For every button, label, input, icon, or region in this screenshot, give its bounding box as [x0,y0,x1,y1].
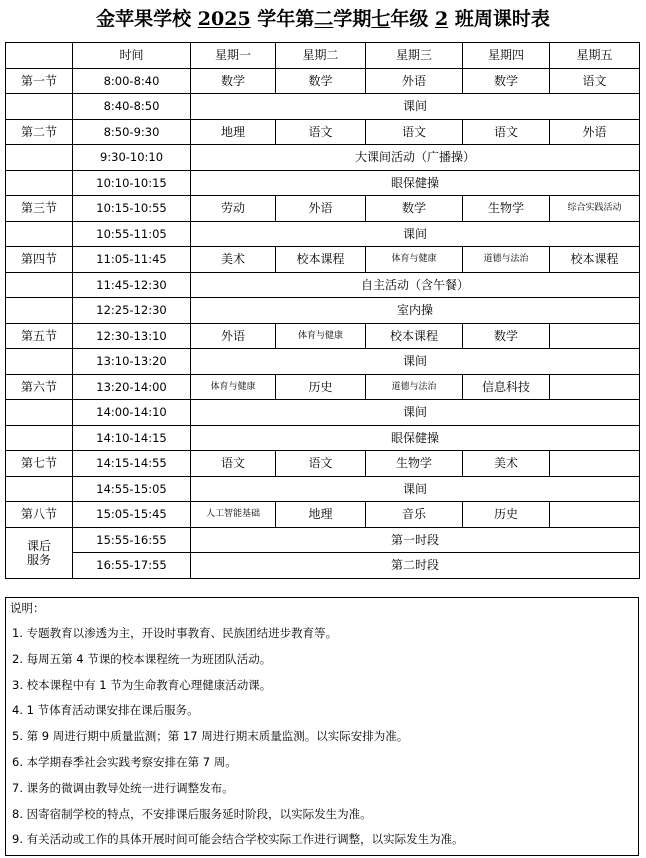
table-row [6,425,640,451]
course-cell: 数学 [276,68,366,94]
course-cell: 历史 [463,502,550,528]
time-cell: 16:55-17:55 [73,553,191,579]
note-item: 5. 第 9 周进行期中质量监测；第 17 周进行期末质量监测。以实际安排为准。 [12,729,409,744]
time-cell: 11:45-12:30 [73,272,191,298]
time-cell: 10:55-11:05 [73,221,191,247]
notes-box [5,597,639,856]
period-cell: 第二节 [6,119,73,145]
course-cell: 语文 [463,119,550,145]
course-cell: 历史 [276,374,366,400]
title-class: 2 [434,8,449,30]
table-row [6,527,640,553]
time-cell: 10:15-10:55 [73,196,191,222]
note-item: 9. 有关活动或工作的具体开展时间可能会结合学校实际工作进行调整，以实际发生为准。 [12,832,464,847]
note-item: 7. 课务的微调由教导处统一进行调整发布。 [12,780,234,795]
header-friday: 星期五 [550,43,640,69]
course-cell: 道德与法治 [463,247,550,273]
title-year: 2025 [197,8,251,30]
table-row [6,145,640,171]
period-cell [6,298,73,324]
period-cell [6,425,73,451]
table-row [6,94,640,120]
period-cell: 第一节 [6,68,73,94]
activity-cell: 眼保健操 [191,170,640,196]
timetable-body [6,68,640,578]
course-cell: 语文 [366,119,463,145]
after-school-line: 服务 [26,552,51,567]
note-item: 2. 每周五第 4 节课的校本课程统一为班团队活动。 [12,651,272,666]
course-cell: 道德与法治 [366,374,463,400]
table-row [6,272,640,298]
after-school-line: 课后 [26,538,51,553]
time-cell: 15:05-15:45 [73,502,191,528]
note-item: 1. 专题教育以渗透为主，开设时事教育、民族团结进步教育等。 [12,626,338,640]
course-cell: 校本课程 [550,247,640,273]
table-row [6,476,640,502]
activity-cell: 课间 [191,221,640,247]
time-cell: 12:30-13:10 [73,323,191,349]
course-cell: 综合实践活动 [550,196,640,222]
table-row [6,68,640,94]
period-cell [6,476,73,502]
course-cell: 地理 [191,119,276,145]
period-cell [6,145,73,171]
page-title [0,4,646,34]
course-cell: 校本课程 [366,323,463,349]
activity-cell: 室内操 [191,298,640,324]
time-cell: 10:10-10:15 [73,170,191,196]
table-row [6,221,640,247]
title-text: 学年第 [250,8,315,30]
activity-cell: 眼保健操 [191,425,640,451]
course-cell: 音乐 [366,502,463,528]
table-row [6,247,640,273]
course-cell: 数学 [463,68,550,94]
activity-cell: 课间 [191,94,640,120]
time-cell: 11:05-11:45 [73,247,191,273]
table-row [6,119,640,145]
course-cell: 地理 [276,502,366,528]
activity-cell: 第一时段 [191,527,640,553]
time-cell: 13:10-13:20 [73,349,191,375]
time-cell: 14:10-14:15 [73,425,191,451]
period-cell: 第五节 [6,323,73,349]
course-cell: 体育与健康 [191,374,276,400]
course-cell: 美术 [463,451,550,477]
period-cell: 第三节 [6,196,73,222]
course-cell: 语文 [276,451,366,477]
time-cell: 14:15-14:55 [73,451,191,477]
header-monday: 星期一 [191,43,276,69]
course-cell [550,374,640,400]
header-wednesday: 星期三 [366,43,463,69]
time-cell: 14:55-15:05 [73,476,191,502]
title-text: 班周课时表 [448,8,550,30]
table-row [6,349,640,375]
course-cell: 外语 [276,196,366,222]
period-cell [6,349,73,375]
course-cell: 语文 [191,451,276,477]
title-grade: 七 [371,8,391,30]
course-cell: 生物学 [366,451,463,477]
course-cell [550,323,640,349]
time-cell: 12:25-12:30 [73,298,191,324]
period-cell: 第八节 [6,502,73,528]
note-item: 8. 因寄宿制学校的特点，不安排课后服务延时阶段，以实际发生为准。 [12,806,372,821]
title-school: 金苹果学校 [96,8,198,30]
course-cell [550,451,640,477]
time-cell: 13:20-14:00 [73,374,191,400]
course-cell: 体育与健康 [366,247,463,273]
timetable [5,42,640,579]
course-cell: 语文 [276,119,366,145]
note-item: 6. 本学期春季社会实践考察安排在第 7 周。 [12,755,237,769]
activity-cell: 自主活动（含午餐） [191,272,640,298]
time-cell: 8:50-9:30 [73,119,191,145]
course-cell: 外语 [550,119,640,145]
course-cell: 校本课程 [276,247,366,273]
course-cell: 美术 [191,247,276,273]
note-item: 4. 1 节体育活动课安排在课后服务。 [12,703,199,718]
time-cell: 15:55-16:55 [73,527,191,553]
course-cell: 生物学 [463,196,550,222]
table-row [6,298,640,324]
table-row [6,502,640,528]
period-cell [6,400,73,426]
table-row [6,400,640,426]
course-cell [550,502,640,528]
period-cell: 第六节 [6,374,73,400]
activity-cell: 第二时段 [191,553,640,579]
period-cell [6,170,73,196]
activity-cell: 课间 [191,476,640,502]
header-row [6,43,640,69]
course-cell: 劳动 [191,196,276,222]
course-cell: 数学 [191,68,276,94]
period-cell [6,94,73,120]
course-cell: 数学 [463,323,550,349]
course-cell: 外语 [366,68,463,94]
period-cell [6,221,73,247]
table-row [6,196,640,222]
table-row [6,323,640,349]
title-term: 二 [314,8,334,30]
course-cell: 数学 [366,196,463,222]
header-thursday: 星期四 [463,43,550,69]
activity-cell: 课间 [191,349,640,375]
header-tuesday: 星期二 [276,43,366,69]
notes-heading: 说明： [10,601,45,615]
time-cell: 8:40-8:50 [73,94,191,120]
course-cell: 体育与健康 [276,323,366,349]
activity-cell: 大课间活动（广播操） [191,145,640,171]
title-text: 学期 [333,8,372,30]
table-row [6,553,640,579]
course-cell: 语文 [550,68,640,94]
note-item: 3. 校本课程中有 1 节为生命教育心理健康活动课。 [12,677,272,692]
activity-cell: 课间 [191,400,640,426]
time-cell: 14:00-14:10 [73,400,191,426]
course-cell: 信息科技 [463,374,550,400]
table-row [6,451,640,477]
course-cell: 人工智能基础 [191,502,276,528]
period-cell: 第七节 [6,451,73,477]
after-school-label [6,527,73,578]
header-time: 时间 [73,43,191,69]
table-row [6,374,640,400]
header-blank [6,43,73,69]
period-cell [6,272,73,298]
time-cell: 8:00-8:40 [73,68,191,94]
table-row [6,170,640,196]
course-cell: 外语 [191,323,276,349]
time-cell: 9:30-10:10 [73,145,191,171]
period-cell: 第四节 [6,247,73,273]
title-text: 年级 [390,8,435,30]
